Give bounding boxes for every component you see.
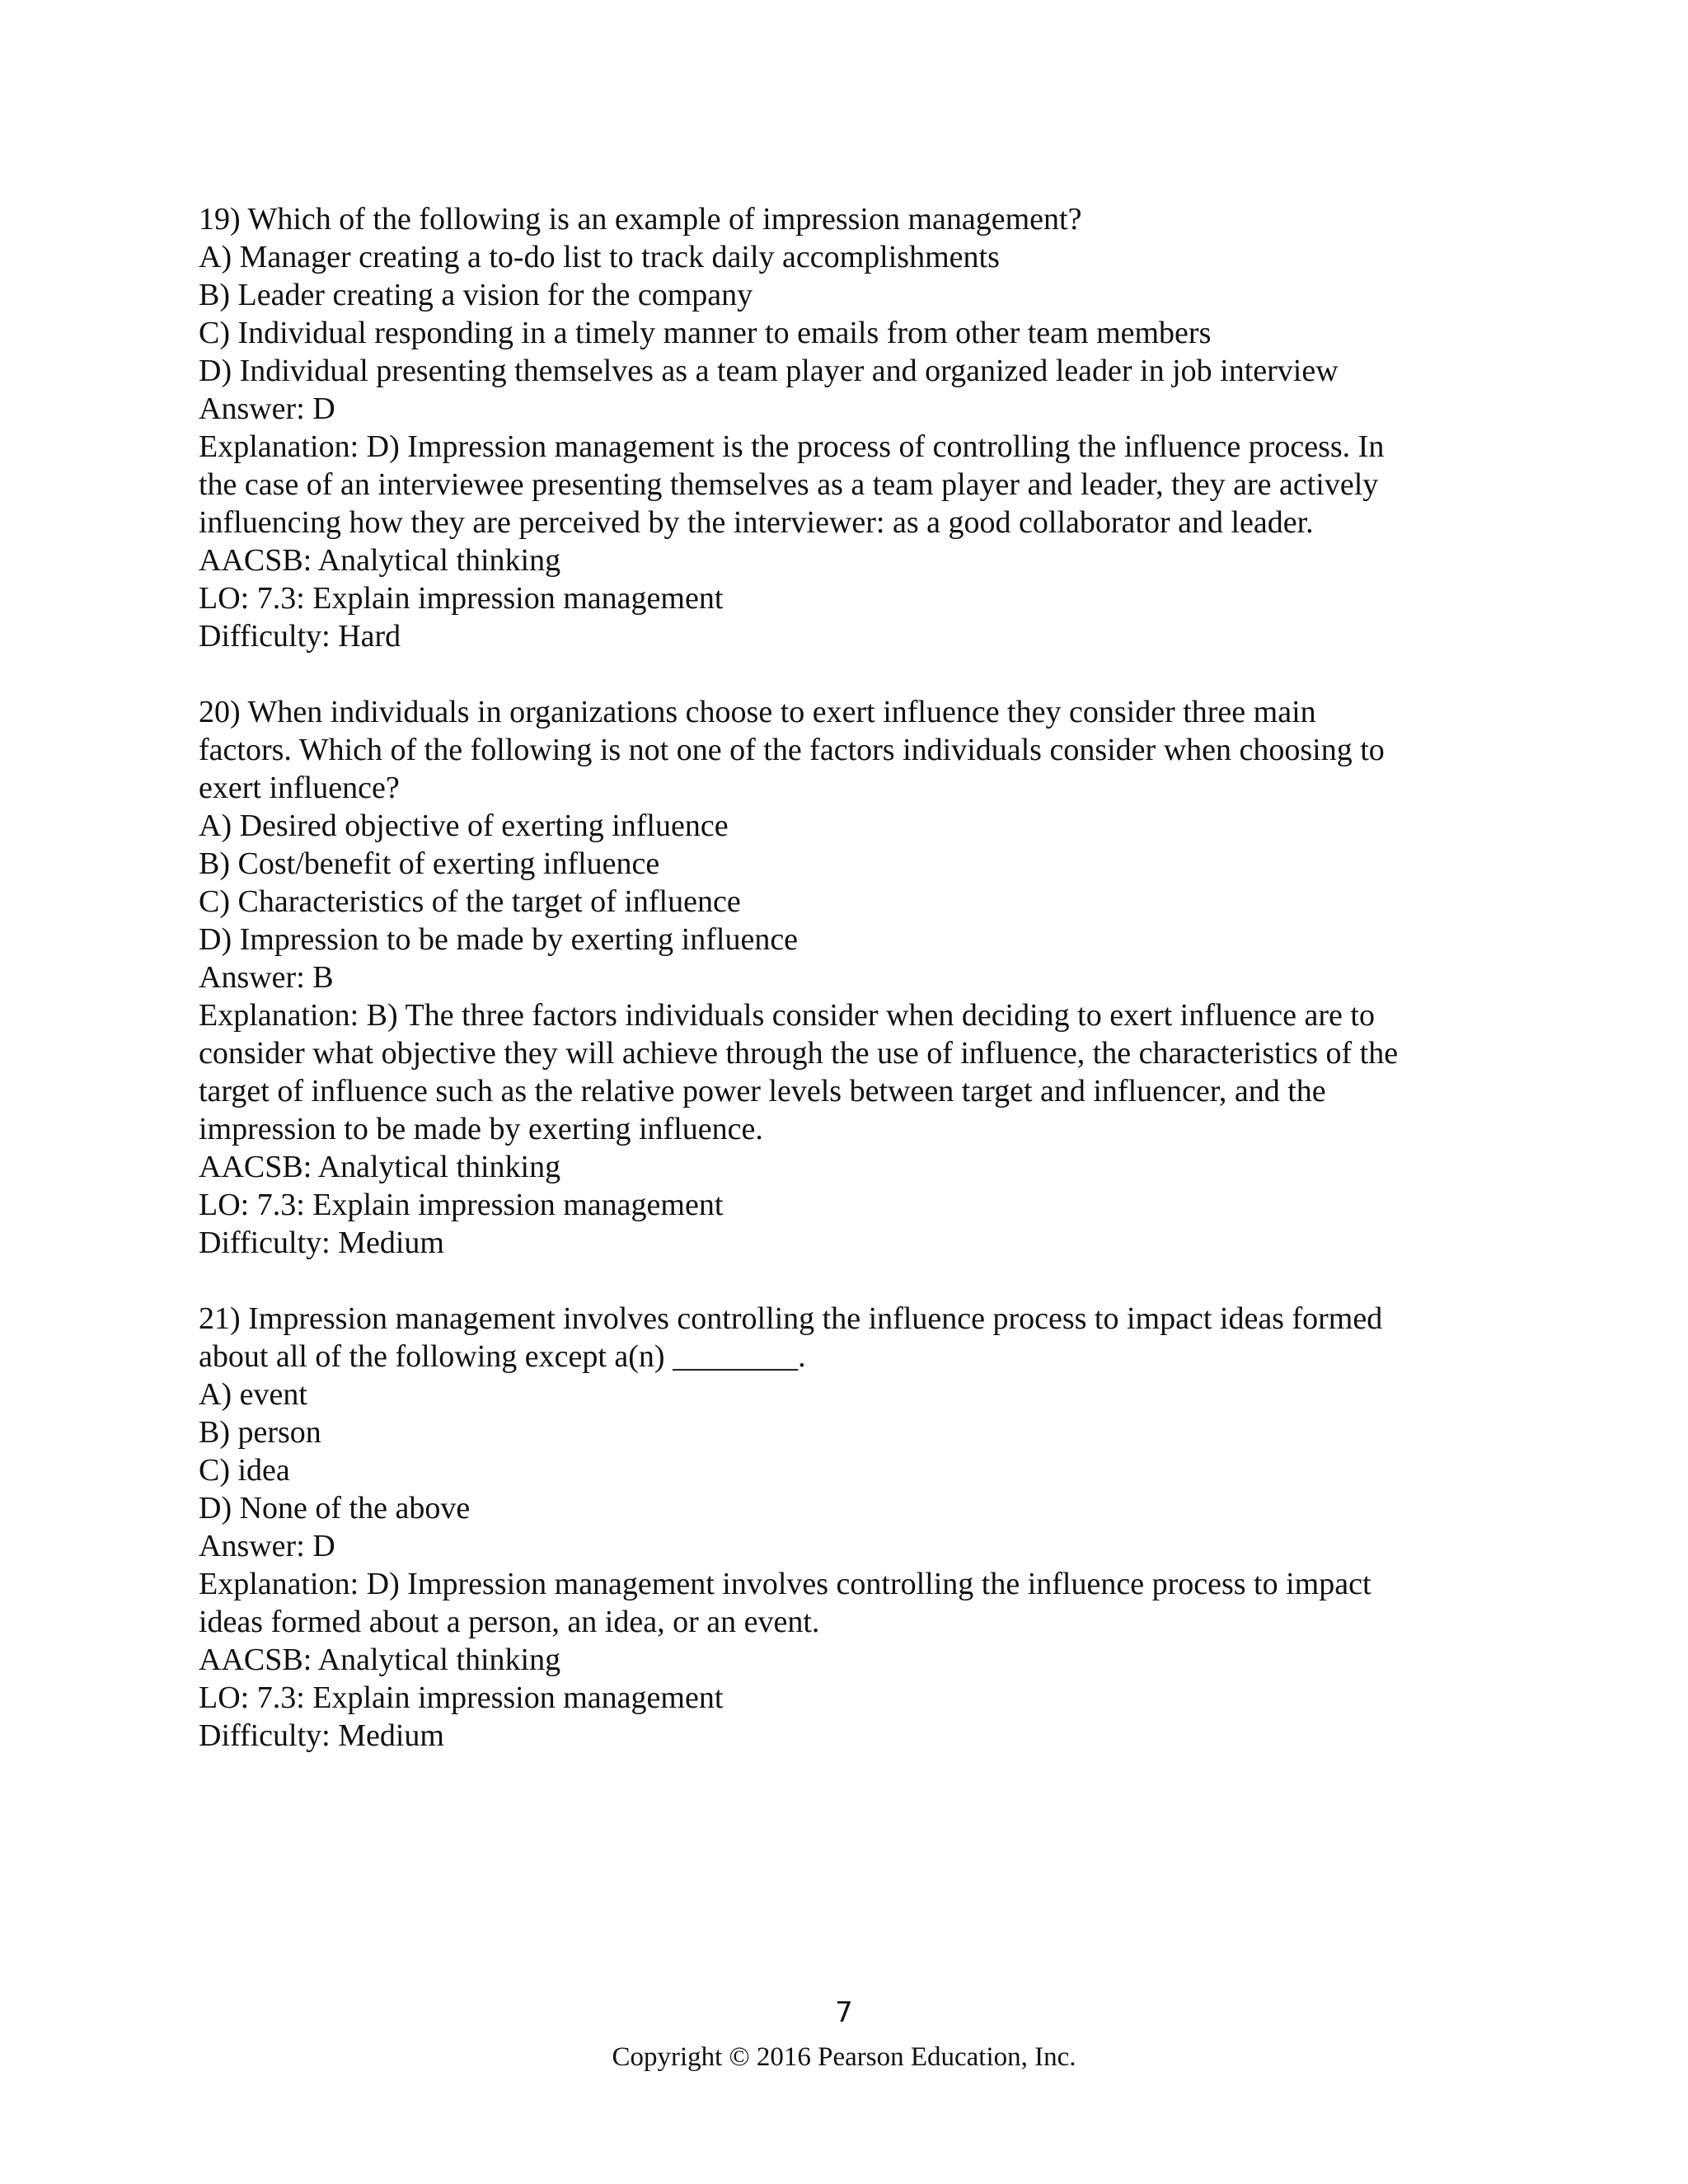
option-d: D) Individual presenting themselves as a team player and organized leader in job interview xyxy=(199,354,1339,388)
question-stem: 20) When individuals in organizations choose to exert influence they consider three main xyxy=(199,695,1316,729)
option-b: B) Cost/benefit of exerting influence xyxy=(199,846,660,881)
explanation-line: Explanation: D) Impression management is the process of controlling the influence process. In xyxy=(199,429,1385,464)
question-stem: 21) Impression management involves controlling the influence process to impact ideas formed xyxy=(199,1301,1383,1336)
copyright-notice: Copyright © 2016 Pearson Education, Inc. xyxy=(612,2042,1076,2072)
option-a: A) Desired objective of exerting influence xyxy=(199,808,729,843)
document-body xyxy=(199,200,1534,1793)
explanation-line: the case of an interviewee presenting themselves as a team player and leader, they are actively xyxy=(199,467,1379,502)
option-c: C) Characteristics of the target of influence xyxy=(199,884,741,919)
option-c: C) Individual responding in a timely manner to emails from other team members xyxy=(199,316,1212,350)
option-a: A) event xyxy=(199,1377,307,1412)
option-b: B) Leader creating a vision for the company xyxy=(199,278,753,312)
question-stem: about all of the following except a(n) ________. xyxy=(199,1339,806,1374)
difficulty: Difficulty: Medium xyxy=(199,1226,444,1260)
question-20 xyxy=(199,693,1534,1262)
question-stem: exert influence? xyxy=(199,771,400,805)
page-number: 7 xyxy=(835,1996,853,2029)
difficulty: Difficulty: Medium xyxy=(199,1718,444,1753)
learning-objective: LO: 7.3: Explain impression management xyxy=(199,1680,724,1715)
explanation-line: ideas formed about a person, an idea, or an event. xyxy=(199,1605,820,1639)
answer: Answer: D xyxy=(199,1529,335,1563)
question-21 xyxy=(199,1300,1534,1755)
explanation-line: consider what objective they will achieve through the use of influence, the characteristics of the xyxy=(199,1036,1399,1071)
explanation-line: Explanation: D) Impression management involves controlling the influence process to impact xyxy=(199,1567,1372,1601)
option-a: A) Manager creating a to-do list to track daily accomplishments xyxy=(199,240,1000,274)
option-b: B) person xyxy=(199,1415,321,1450)
question-stem: factors. Which of the following is not one of the factors individuals consider when choosing to xyxy=(199,733,1385,767)
answer: Answer: B xyxy=(199,960,334,995)
learning-objective: LO: 7.3: Explain impression management xyxy=(199,581,724,616)
option-c: C) idea xyxy=(199,1453,290,1488)
question-19 xyxy=(199,200,1534,655)
aacsb-tag: AACSB: Analytical thinking xyxy=(199,1643,561,1677)
option-d: D) None of the above xyxy=(199,1491,471,1526)
question-stem: 19) Which of the following is an example of impression management? xyxy=(199,202,1082,237)
difficulty: Difficulty: Hard xyxy=(199,619,401,654)
learning-objective: LO: 7.3: Explain impression management xyxy=(199,1188,724,1222)
explanation-line: impression to be made by exerting influence. xyxy=(199,1112,763,1146)
explanation-line: target of influence such as the relative power levels between target and influencer, and the xyxy=(199,1074,1326,1108)
answer: Answer: D xyxy=(199,391,335,426)
aacsb-tag: AACSB: Analytical thinking xyxy=(199,1150,561,1184)
explanation-line: influencing how they are perceived by the interviewer: as a good collaborator and leader. xyxy=(199,505,1314,540)
option-d: D) Impression to be made by exerting influence xyxy=(199,922,799,957)
aacsb-tag: AACSB: Analytical thinking xyxy=(199,543,561,578)
explanation-line: Explanation: B) The three factors individuals consider when deciding to exert influence are to xyxy=(199,998,1375,1033)
